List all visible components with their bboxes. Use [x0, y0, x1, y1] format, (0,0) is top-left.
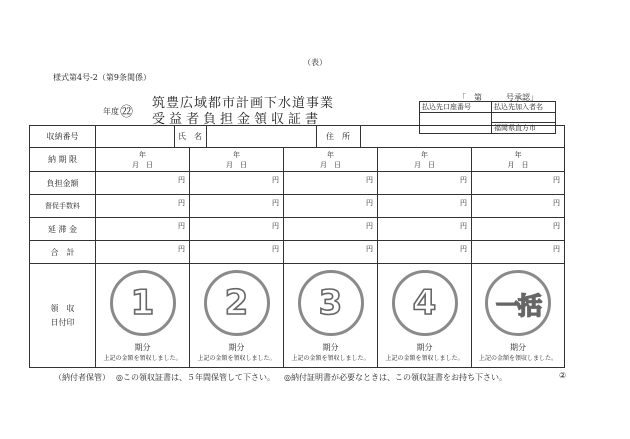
reminder-fee-cell-2[interactable]: 円: [190, 195, 284, 218]
late-charge-cell-2[interactable]: 円: [190, 218, 284, 241]
fiscal-year-mark: ㉒: [120, 105, 134, 120]
burden-amount-label: 負担金額: [30, 172, 96, 195]
form-number: 様式第4号-2（第9条関係）: [53, 73, 151, 82]
due-date-cell-3[interactable]: 年 月 日: [284, 148, 378, 172]
receipt-info-row: [96, 126, 565, 148]
installment-stamp-4: 4: [392, 270, 458, 336]
stamp-cell-3[interactable]: 3 期分 上記の金額を領収しました。: [284, 264, 378, 368]
burden-amount-cell-1[interactable]: 円: [96, 172, 190, 195]
late-charge-label: 延 滞 金: [30, 218, 96, 241]
total-cell-4[interactable]: 円: [378, 241, 472, 264]
late-charge-cell-5[interactable]: 円: [472, 218, 565, 241]
side-label: （表）: [303, 58, 327, 67]
late-charge-cell-1[interactable]: 円: [96, 218, 190, 241]
page-mark: ②: [559, 371, 567, 380]
address-label: 住 所: [316, 126, 361, 147]
stamp-label: 領 収 日付印: [30, 264, 96, 368]
due-date-cell-2[interactable]: 年 月 日: [190, 148, 284, 172]
payee-name-header: 払込先加入者名: [492, 102, 556, 113]
total-cell-5[interactable]: 円: [472, 241, 565, 264]
stamp-cell-2[interactable]: 2 期分 上記の金額を領収しました。: [190, 264, 284, 368]
form-title-line2: 受益者負担金領収証書: [152, 112, 323, 127]
receipt-number-field[interactable]: [96, 126, 175, 147]
receipt-number-label: 収納番号: [30, 126, 96, 148]
footer-note-retention: ◎この領収証書は、５年間保管して下さい。: [116, 373, 275, 382]
address-field[interactable]: [360, 126, 564, 147]
due-date-label: 納 期 限: [30, 148, 96, 172]
payee-name-value: 福岡県直方市: [492, 123, 556, 134]
reminder-fee-cell-4[interactable]: 円: [378, 195, 472, 218]
burden-amount-cell-5[interactable]: 円: [472, 172, 565, 195]
due-date-cell-1[interactable]: 年 月 日: [96, 148, 190, 172]
installment-stamp-lump-sum: 一括: [485, 270, 551, 336]
installment-stamp-1: 1: [110, 270, 176, 336]
payee-name-blank: [492, 113, 556, 123]
approval-number: 「 第 号承認」: [458, 93, 538, 102]
reminder-fee-cell-5[interactable]: 円: [472, 195, 565, 218]
total-cell-3[interactable]: 円: [284, 241, 378, 264]
due-date-cell-4[interactable]: 年 月 日: [378, 148, 472, 172]
receipt-grid: [29, 125, 565, 368]
total-cell-1[interactable]: 円: [96, 241, 190, 264]
total-label: 合 計: [30, 241, 96, 264]
installment-stamp-3: 3: [298, 270, 364, 336]
stamp-cell-5[interactable]: 一括 期分 上記の金額を領収しました。: [472, 264, 565, 368]
name-field[interactable]: [206, 126, 317, 147]
reminder-fee-cell-3[interactable]: 円: [284, 195, 378, 218]
due-date-cell-5[interactable]: 年 月 日: [472, 148, 565, 172]
installment-stamp-2: 2: [204, 270, 270, 336]
form-title-line1: 筑豊広域都市計画下水道事業: [152, 96, 335, 111]
burden-amount-cell-3[interactable]: 円: [284, 172, 378, 195]
late-charge-cell-3[interactable]: 円: [284, 218, 378, 241]
late-charge-cell-4[interactable]: 円: [378, 218, 472, 241]
reminder-fee-label: 督促手数料: [30, 195, 96, 218]
footer-keeper: （納付者保管）: [54, 373, 110, 382]
total-cell-2[interactable]: 円: [190, 241, 284, 264]
burden-amount-cell-4[interactable]: 円: [378, 172, 472, 195]
fiscal-year-label: 年度: [103, 107, 119, 116]
stamp-cell-1[interactable]: 1 期分 上記の金額を領収しました。: [96, 264, 190, 368]
reminder-fee-cell-1[interactable]: 円: [96, 195, 190, 218]
burden-amount-cell-2[interactable]: 円: [190, 172, 284, 195]
footer-note-certificate: ◎納付証明書が必要なときは、この領収証書をお持ち下さい。: [284, 373, 507, 382]
name-label: 氏 名: [174, 126, 207, 147]
payee-account-number-header: 払込先口座番号: [420, 102, 492, 113]
stamp-cell-4[interactable]: 4 期分 上記の金額を領収しました。: [378, 264, 472, 368]
